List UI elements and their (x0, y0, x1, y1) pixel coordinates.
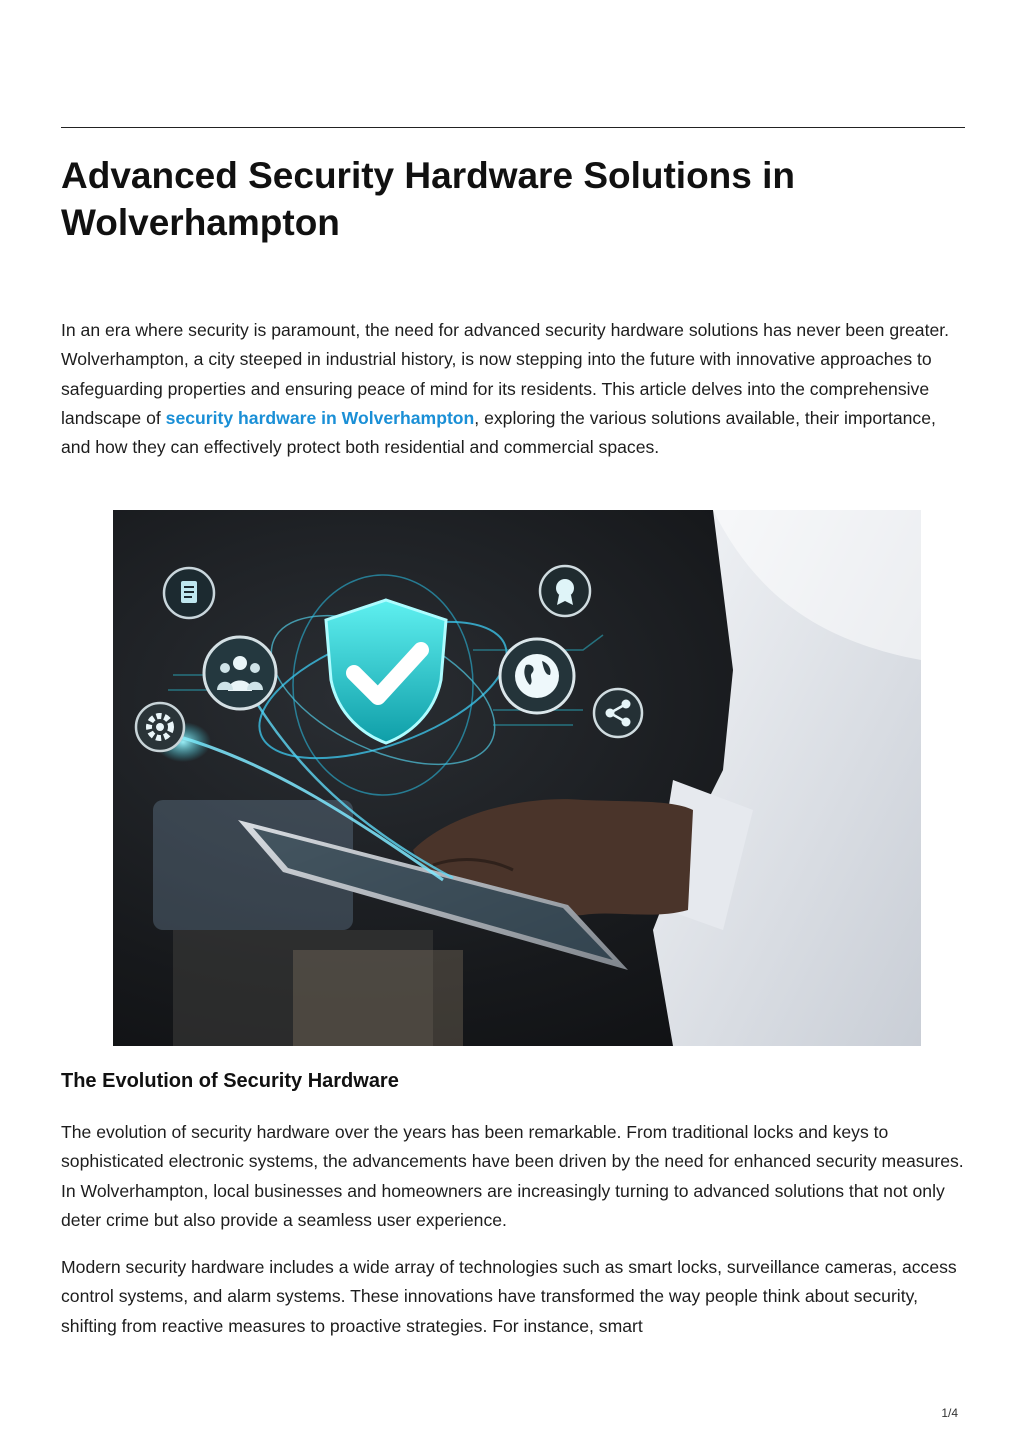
section-heading: The Evolution of Security Hardware (61, 1070, 399, 1092)
page-title: Advanced Security Hardware Solutions in Wolverhampton (61, 155, 796, 243)
award-icon (537, 563, 593, 619)
section-paragraph-2: Modern security hardware includes a wide array of technologies such as smart locks, surveillance cameras, access control systems, and alarm systems. These innovations have transformed the way people think about security, shifting from reactive measures to proactive strategies. For instance, smart (61, 1257, 957, 1336)
people-icon (200, 633, 280, 713)
security-hardware-link[interactable]: security hardware in Wolverhampton (165, 407, 475, 428)
hero-image (113, 510, 921, 1046)
document-icon (161, 565, 217, 621)
top-divider (61, 127, 965, 128)
section-paragraph-1: The evolution of security hardware over the years has been remarkable. From traditional locks and keys to sophisticated electronic systems, the advancements have been driven by the need for enhanced security measures. In Wolverhampton, local businesses and homeowners are increasingly turning to advanced solutions that not only deter crime but also provide a seamless user experience. (61, 1122, 964, 1230)
hero-illustration (113, 510, 921, 1046)
intro-paragraph (61, 316, 967, 462)
globe-icon (496, 635, 578, 717)
shield-check-icon (316, 595, 456, 745)
share-icon (590, 685, 646, 741)
intro-text-end: , exploring the various solutions available, their importance, and how they can effectively protect both residential and commercial spaces. (61, 407, 936, 458)
settings-icon (133, 700, 187, 754)
page-number: 1/4 (941, 1406, 958, 1420)
intro-text-start: In an era where security is paramount, the need for advanced security hardware solutions has never been greater. Wolverhampton, a city steeped in industrial history, is now stepping into the future with innovative approaches to safeguarding properties and ensuring peace of mind for its residents. This article delves into the comprehensive landscape of (61, 320, 950, 428)
